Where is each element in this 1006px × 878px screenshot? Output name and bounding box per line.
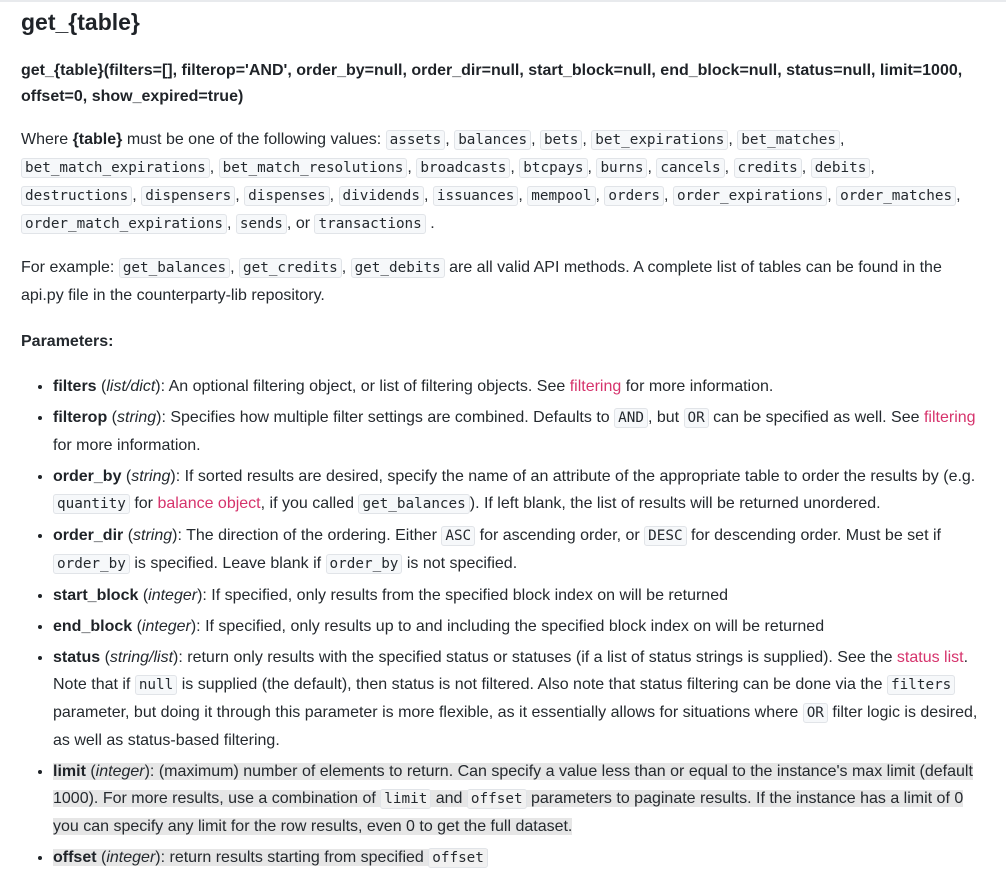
- method-signature: get_{table}(filters=[], filterop='AND', order_by=null, order_dir=null, start_block=null, end_block=null, status=null, limit=1000, offset=0, show_expired=true): [21, 62, 963, 105]
- param-type: string: [117, 409, 157, 426]
- comma-sep: ,: [647, 159, 657, 176]
- comma-sep: ,: [582, 131, 592, 148]
- param-desc: ): If specified, only results up to and including the specified block index on will be returned: [190, 618, 825, 635]
- comma-sep: ,: [595, 187, 605, 204]
- param-type: string/list: [109, 649, 174, 666]
- example-paragraph: [21, 254, 985, 309]
- code-limit: limit: [380, 789, 431, 809]
- page-title: get_{table}: [21, 9, 140, 35]
- table-value-assets: assets: [386, 130, 446, 150]
- table-value-bets: bets: [540, 130, 582, 150]
- table-value-issuances: issuances: [433, 186, 518, 206]
- status-list-link[interactable]: status list: [896, 649, 964, 666]
- comma-sep: ,: [839, 131, 845, 148]
- param-desc: ): Specifies how multiple filter settings are combined. Defaults to: [156, 409, 615, 426]
- comma-sep: ,: [801, 159, 811, 176]
- param-desc: is supplied (the default), then status is not filtered. Also note that status filtering can be done via the: [177, 676, 888, 693]
- param-type: string: [133, 527, 173, 544]
- table-value-dispenses: dispenses: [244, 186, 329, 206]
- table-value-bet-match-expirations: bet_match_expirations: [21, 158, 210, 178]
- table-value-mempool: mempool: [527, 186, 595, 206]
- param-name: order_dir: [53, 527, 124, 544]
- example-suffix: are all valid API methods. A complete list of tables can be found in the api.py file in the counterparty-lib repository.: [21, 259, 942, 304]
- param-status: [53, 644, 985, 754]
- where-prefix: Where: [21, 131, 73, 148]
- param-filters: [53, 373, 985, 400]
- table-value-order-match-expirations: order_match_expirations: [21, 214, 227, 234]
- param-desc: for more information.: [621, 378, 774, 395]
- param-type: integer: [95, 763, 145, 780]
- table-placeholder: {table}: [72, 131, 123, 148]
- table-value-sends: sends: [236, 214, 287, 234]
- param-desc: for descending order. Must be set if: [686, 527, 941, 544]
- param-desc: can be specified as well. See: [708, 409, 924, 426]
- paren: (: [138, 587, 149, 604]
- param-filterop: [53, 404, 985, 459]
- param-desc: , if you called: [260, 495, 359, 512]
- comma-sep: ,: [341, 259, 351, 276]
- param-desc: for: [129, 495, 158, 512]
- comma-sep: ,: [407, 159, 417, 176]
- table-value-broadcasts: broadcasts: [416, 158, 510, 178]
- table-value-dividends: dividends: [339, 186, 424, 206]
- code-desc: DESC: [644, 526, 686, 546]
- param-desc: parameters to paginate results. If the instance has a limit of 0 you can specify any limit for the row results, even 0 to get the full dataset.: [53, 790, 964, 835]
- table-value-bet-expirations: bet_expirations: [591, 130, 728, 150]
- code-null: null: [135, 675, 177, 695]
- param-desc: ): (maximum) number of elements to return. Can specify a value less than or equal to the instance's max limit (default 1000). For more results, use a combination of: [53, 763, 973, 807]
- comma-sep: ,: [728, 131, 738, 148]
- where-end: .: [430, 215, 435, 232]
- or-sep: , or: [286, 215, 315, 232]
- comma-sep: ,: [724, 159, 734, 176]
- comma-sep: ,: [827, 187, 837, 204]
- code-offset: offset: [428, 848, 488, 868]
- code-or: OR: [684, 408, 709, 428]
- comma-sep: ,: [870, 159, 875, 176]
- param-desc: . Note that if: [53, 649, 969, 693]
- where-middle: must be one of the following values:: [122, 131, 386, 148]
- param-desc: ): If specified, only results from the specified block index on will be returned: [197, 587, 728, 604]
- param-desc: filter logic is desired, as well as status-based filtering.: [53, 704, 978, 749]
- parameters-heading: Parameters:: [21, 333, 114, 350]
- comma-sep: ,: [531, 131, 540, 148]
- param-desc: for ascending order, or: [475, 527, 645, 544]
- comma-sep: ,: [226, 215, 236, 232]
- param-name: filters: [53, 378, 97, 395]
- param-type: integer: [141, 618, 191, 635]
- param-name: offset: [53, 849, 97, 866]
- example-prefix: For example:: [21, 259, 119, 276]
- table-value-btcpays: btcpays: [519, 158, 587, 178]
- comma-sep: ,: [423, 187, 433, 204]
- table-value-destructions: destructions: [21, 186, 132, 206]
- code-get-balances: get_balances: [119, 258, 230, 278]
- comma-sep: ,: [518, 187, 528, 204]
- code-order-by: order_by: [326, 554, 403, 574]
- comma-sep: ,: [209, 159, 219, 176]
- code-quantity: quantity: [53, 494, 130, 514]
- code-asc: ASC: [441, 526, 475, 546]
- param-name: order_by: [53, 468, 122, 485]
- table-value-dispensers: dispensers: [141, 186, 235, 206]
- comma-sep: ,: [329, 187, 339, 204]
- paren: (: [96, 849, 107, 866]
- table-value-order-matches: order_matches: [836, 186, 956, 206]
- table-value-balances: balances: [454, 130, 531, 150]
- filtering-link[interactable]: filtering: [569, 378, 622, 395]
- paren: (: [100, 649, 110, 666]
- paren: (: [123, 527, 134, 544]
- table-value-credits: credits: [734, 158, 802, 178]
- table-value-order-expirations: order_expirations: [673, 186, 827, 206]
- param-name: limit: [53, 763, 86, 780]
- balance-object-link[interactable]: balance object: [157, 495, 261, 512]
- paren: (: [85, 763, 96, 780]
- param-type: integer: [148, 587, 198, 604]
- param-end-block: [53, 613, 985, 640]
- paren: (: [96, 378, 107, 395]
- table-value-bet-matches: bet_matches: [737, 130, 840, 150]
- param-name: status: [53, 649, 101, 666]
- table-value-cancels: cancels: [656, 158, 724, 178]
- param-desc: ): The direction of the ordering. Either: [172, 527, 442, 544]
- comma-sep: ,: [445, 131, 455, 148]
- param-desc: is specified. Leave blank if: [129, 555, 326, 572]
- comma-sep: ,: [587, 159, 597, 176]
- paren: (: [107, 409, 117, 426]
- comma-sep: ,: [230, 259, 239, 276]
- param-desc: ): An optional filtering object, or list of filtering objects. See: [155, 378, 570, 395]
- code-order-by: order_by: [53, 554, 130, 574]
- paren: (: [121, 468, 132, 485]
- code-filters: filters: [887, 675, 955, 695]
- comma-sep: ,: [132, 187, 142, 204]
- paren: (: [132, 618, 142, 635]
- filtering-link[interactable]: filtering: [923, 409, 976, 426]
- param-start-block: [53, 582, 985, 609]
- param-desc: , but: [647, 409, 684, 426]
- param-type: integer: [106, 849, 156, 866]
- param-limit: [53, 758, 985, 840]
- comma-sep: ,: [235, 187, 245, 204]
- parameters-list: [21, 373, 985, 872]
- param-desc: parameter, but doing it through this parameter is more flexible, as it essentially allows for situations where: [53, 704, 803, 721]
- param-desc: for more information.: [53, 437, 201, 454]
- param-order-dir: [53, 522, 985, 578]
- param-name: filterop: [53, 409, 108, 426]
- param-type: string: [131, 468, 171, 485]
- comma-sep: ,: [956, 187, 961, 204]
- table-value-transactions: transactions: [314, 214, 425, 234]
- selection-highlight: [53, 763, 973, 835]
- code-offset: offset: [467, 789, 527, 809]
- param-name: start_block: [53, 587, 139, 604]
- code-or: OR: [803, 703, 828, 723]
- param-desc: ): If sorted results are desired, specify the name of an attribute of the appropriate table to order the results by (e.g.: [170, 468, 976, 485]
- code-and: AND: [614, 408, 648, 428]
- table-value-orders: orders: [604, 186, 664, 206]
- param-desc: is not specified.: [402, 555, 518, 572]
- param-desc: ): return only results with the specified status or statuses (if a list of status strings is supplied). See the: [173, 649, 897, 666]
- code-get-credits: get_credits: [239, 258, 342, 278]
- param-offset: [53, 844, 985, 872]
- table-value-bet-match-resolutions: bet_match_resolutions: [219, 158, 408, 178]
- param-type: list/dict: [106, 378, 156, 395]
- param-desc: ): return results starting from specified: [155, 849, 429, 866]
- code-get-balances: get_balances: [358, 494, 469, 514]
- table-value-burns: burns: [596, 158, 647, 178]
- table-values-paragraph: [21, 126, 985, 238]
- code-get-debits: get_debits: [351, 258, 445, 278]
- param-order-by: [53, 463, 985, 518]
- param-desc: and: [431, 790, 467, 807]
- comma-sep: ,: [510, 159, 520, 176]
- comma-sep: ,: [664, 187, 673, 204]
- param-desc: ). If left blank, the list of results will be returned unordered.: [469, 495, 881, 512]
- param-name: end_block: [53, 618, 133, 635]
- table-value-debits: debits: [811, 158, 871, 178]
- selection-highlight: [53, 849, 488, 866]
